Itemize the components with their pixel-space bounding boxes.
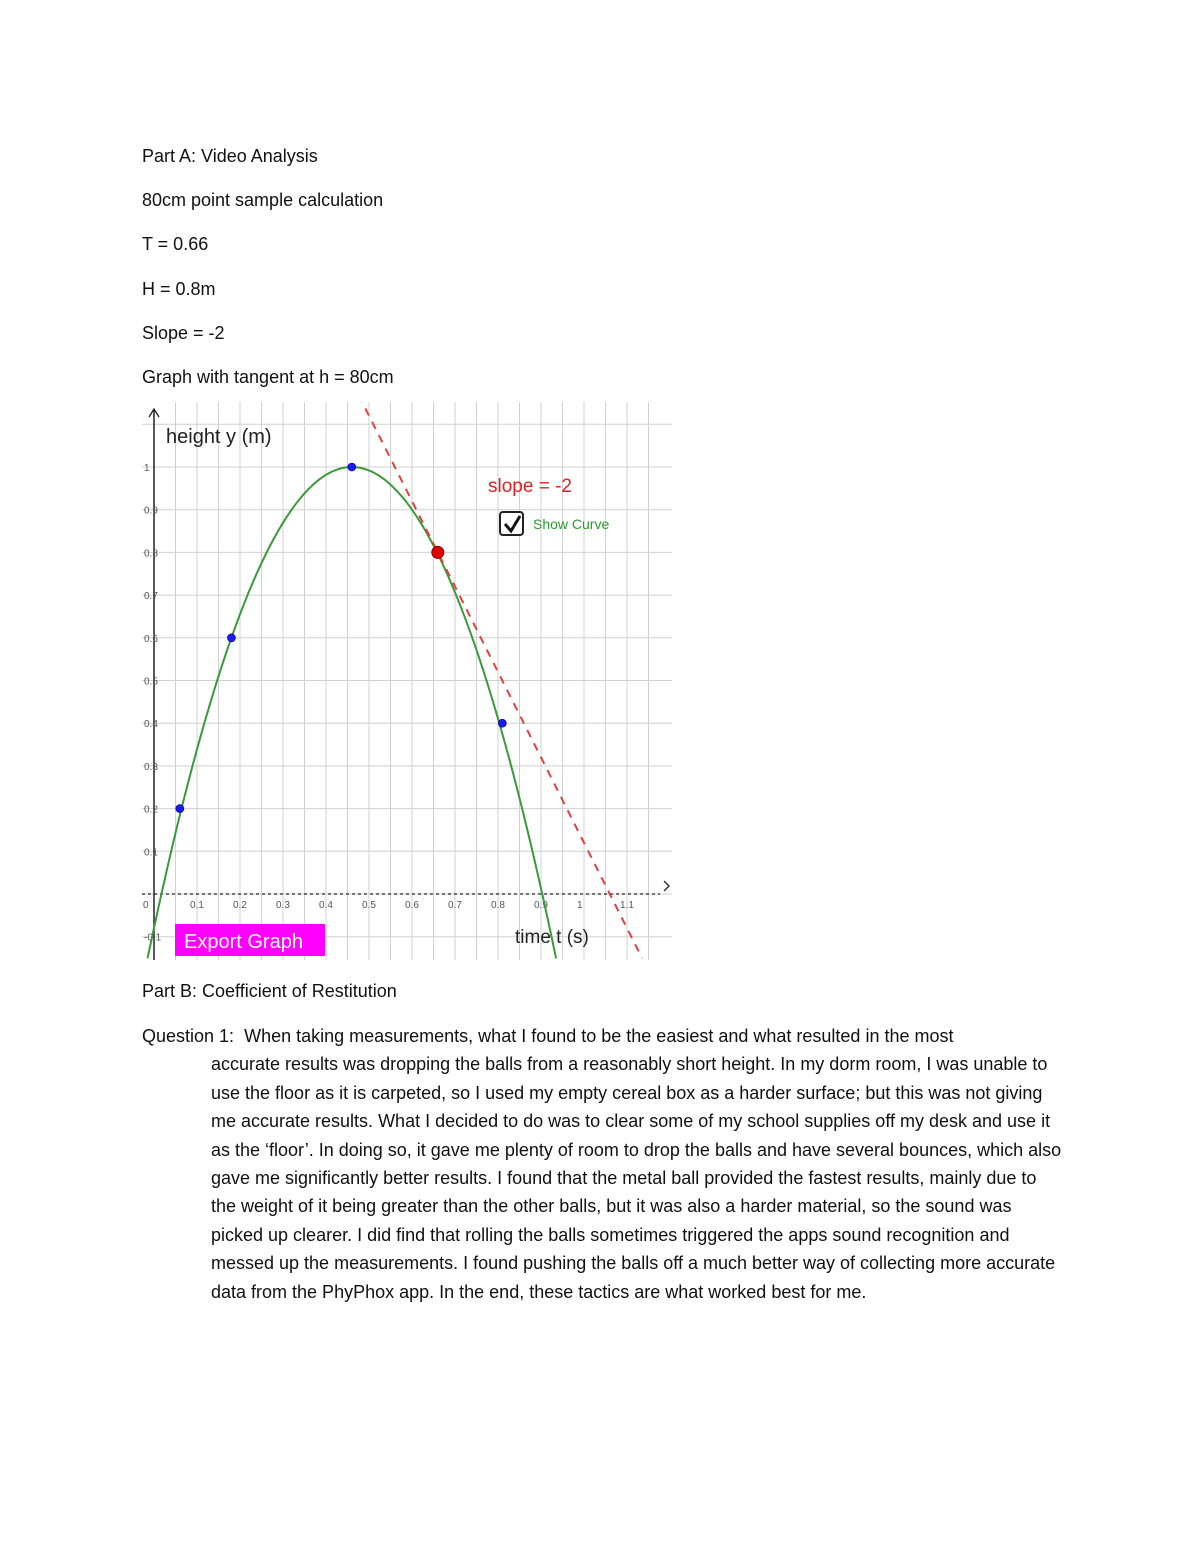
x-tick-label: 0.8 [491,900,505,911]
x-axis-label: time t (s) [515,927,589,948]
y-tick-label: 1 [144,463,150,474]
sample-title: 80cm point sample calculation [142,190,384,210]
x-tick-label: 0.2 [233,900,247,911]
question-1-label: Question 1: [142,1026,235,1046]
tangent-point[interactable] [432,546,444,558]
y-tick-label: 0.8 [144,548,158,560]
part-a-title: Part A: Video Analysis [142,146,318,166]
x-tick-label: 1 [577,900,583,911]
tangent-graph [142,402,672,960]
x-tick-label: 0.4 [319,900,333,911]
graph-canvas [142,402,672,960]
x-tick-label: 0.9 [534,900,548,911]
y-tick-label: 0.6 [144,633,158,645]
y-tick-label: 0.7 [144,591,158,603]
y-tick-label: 0.5 [144,676,158,688]
y-tick-label: 0.1 [144,847,158,859]
x-tick-label: 0.7 [448,900,462,911]
x-tick-label: 0.6 [405,900,419,911]
x-tick-label: 1.1 [620,900,634,911]
t-value-line: T = 0.66 [142,234,209,254]
show-curve-label[interactable]: Show Curve [533,516,610,532]
question-1-answer: accurate results was dropping the balls from a reasonably short height. In my dorm room, I was unable to use the floor as it is carpeted, so I used my empty cereal box as a harder surface; but this was not giving me accurate results. What I decided to do was to clear some of my school supplies off my desk and use it as the ‘floor’. In doing so, it gave me plenty of room to drop the balls and have several bounces, which also gave me significantly better results. I found that the metal ball provided the fastest results, mainly due to the weight of it being greater than the other balls, but it was also a harder material, so the sound was picked up clearer. I did find that rolling the balls sometimes triggered the apps sound recognition and messed up the measurements. I found pushing the balls off a much better way of collecting more accurate data from the PhyPhox app. In the end, these tactics are what worked best for me. [211,1054,1062,1302]
x-tick-label: 0.3 [276,900,290,911]
graph-caption: Graph with tangent at h = 80cm [142,367,394,387]
y-tick-label: 0.2 [144,804,158,816]
data-point[interactable] [348,463,356,471]
show-curve-checkbox[interactable] [500,512,523,535]
data-point[interactable] [176,805,184,813]
y-tick-label: 0.3 [144,761,158,773]
question-1-first-text: When taking measurements, what I found to be the easiest and what resulted in the most [244,1026,954,1046]
h-value-line: H = 0.8m [142,279,216,299]
data-point[interactable] [227,634,235,642]
export-button-label[interactable]: Export Graph [184,931,303,953]
x-tick-label: 0.1 [190,900,204,911]
export-graph-button[interactable] [175,924,325,956]
data-point[interactable] [498,719,506,727]
slope-value-line: Slope = -2 [142,323,225,343]
y-tick-label: -0.1 [144,932,162,944]
x-tick-label: 0.5 [362,900,376,911]
part-b-title: Part B: Coefficient of Restitution [142,981,397,1001]
y-tick-label: 0.9 [144,505,158,517]
x-tick-label: 0 [143,900,149,911]
question-1-first-line [142,1022,1062,1050]
y-axis-label: height y (m) [166,426,272,448]
slope-label: slope = -2 [488,476,572,497]
y-tick-label: 0.4 [144,719,158,731]
question-1 [142,1022,1062,1306]
